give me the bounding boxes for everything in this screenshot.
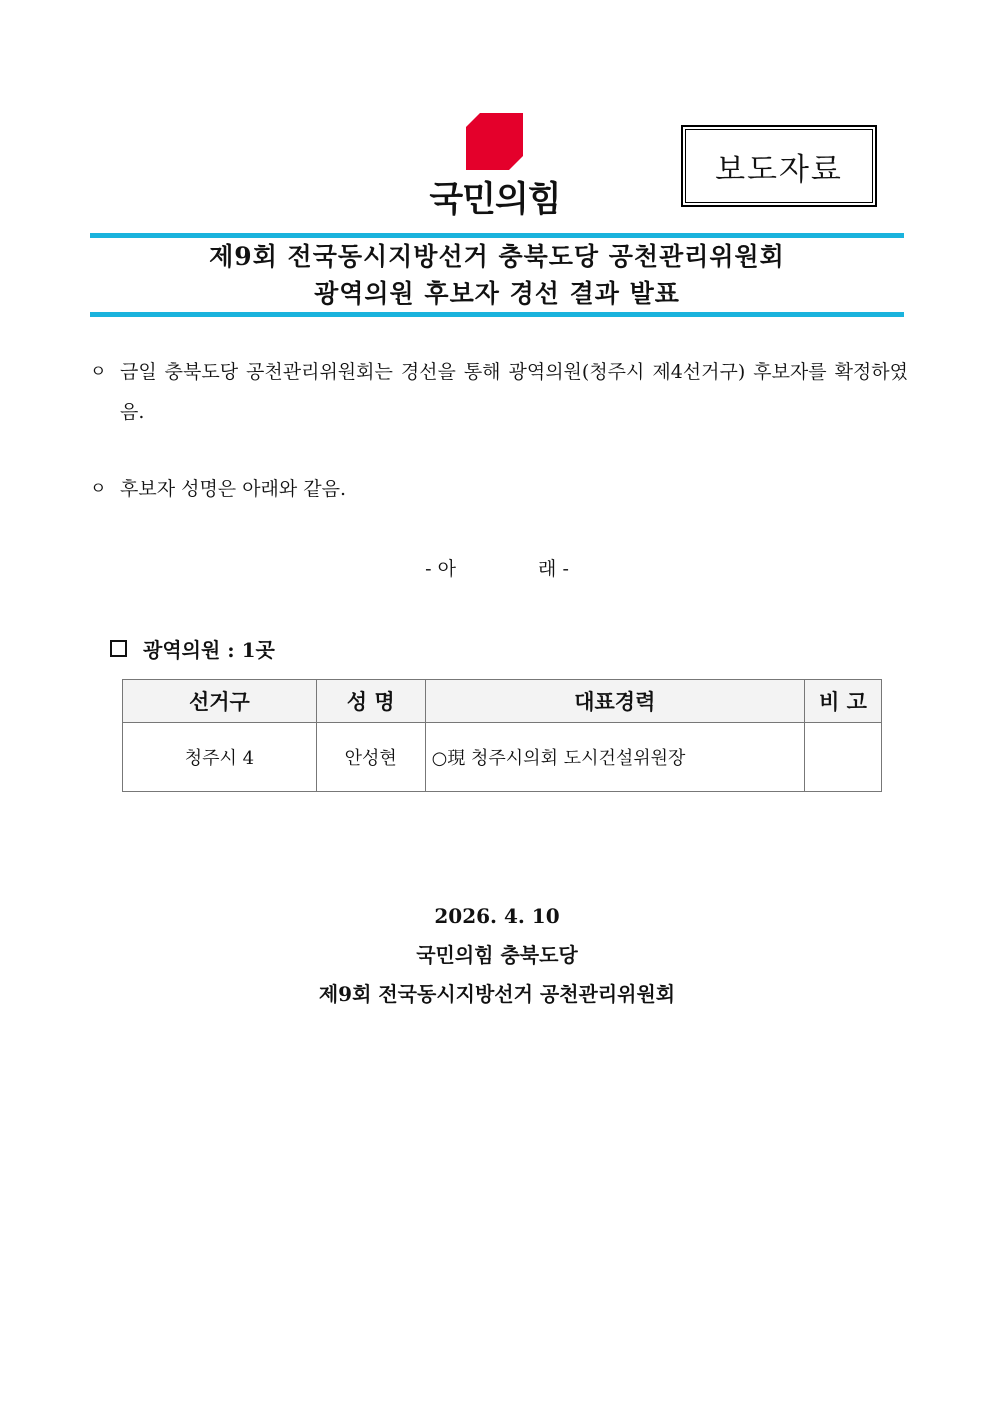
checkbox-icon	[110, 640, 127, 657]
header-career: 대표경력	[425, 680, 804, 723]
paragraph-2-text: 후보자 성명은 아래와 같음.	[120, 478, 347, 500]
paragraph-1	[90, 352, 908, 432]
press-release-box	[681, 125, 877, 207]
table-header-row	[123, 680, 882, 723]
note-right: 래 -	[538, 558, 569, 580]
cell-remarks	[805, 723, 882, 792]
press-release-label: 보도자료	[685, 129, 873, 203]
party-logo-mark	[466, 113, 523, 170]
bullet-icon: ㅇ	[90, 362, 107, 382]
note-left: - 아	[425, 558, 456, 580]
cell-name: 안성현	[316, 723, 425, 792]
footer-date: 2026. 4. 10	[434, 904, 560, 928]
paragraph-1-text: 금일 충북도당 공천관리위원회는 경선을 통해 광역의원(청주시 제4선거구) 후보자를 확정하였음.	[120, 361, 908, 423]
cell-career: ○現 청주시의회 도시건설위원장	[425, 723, 804, 792]
header-remarks: 비 고	[805, 680, 882, 723]
section-heading	[110, 634, 275, 663]
title-line-2: 광역의원 후보자 경선 결과 발표	[314, 279, 680, 308]
table-row	[123, 723, 882, 792]
footer-committee: 제9회 전국동시지방선거 공천관리위원회	[318, 982, 676, 1006]
title-line-1: 제9회 전국동시지방선거 충북도당 공천관리위원회	[209, 242, 785, 271]
note-heading	[90, 554, 904, 581]
title-rule-bottom	[90, 312, 904, 317]
bullet-icon: ㅇ	[90, 479, 107, 499]
section-label: 광역의원 : 1곳	[143, 638, 275, 662]
paragraph-2	[90, 469, 908, 509]
header-district: 선거구	[123, 680, 317, 723]
footer-org: 국민의힘 충북도당	[416, 943, 578, 967]
results-table	[122, 679, 882, 792]
header-name: 성 명	[316, 680, 425, 723]
party-logo-text: 국민의힘	[429, 180, 561, 220]
cell-district: 청주시 4	[123, 723, 317, 792]
